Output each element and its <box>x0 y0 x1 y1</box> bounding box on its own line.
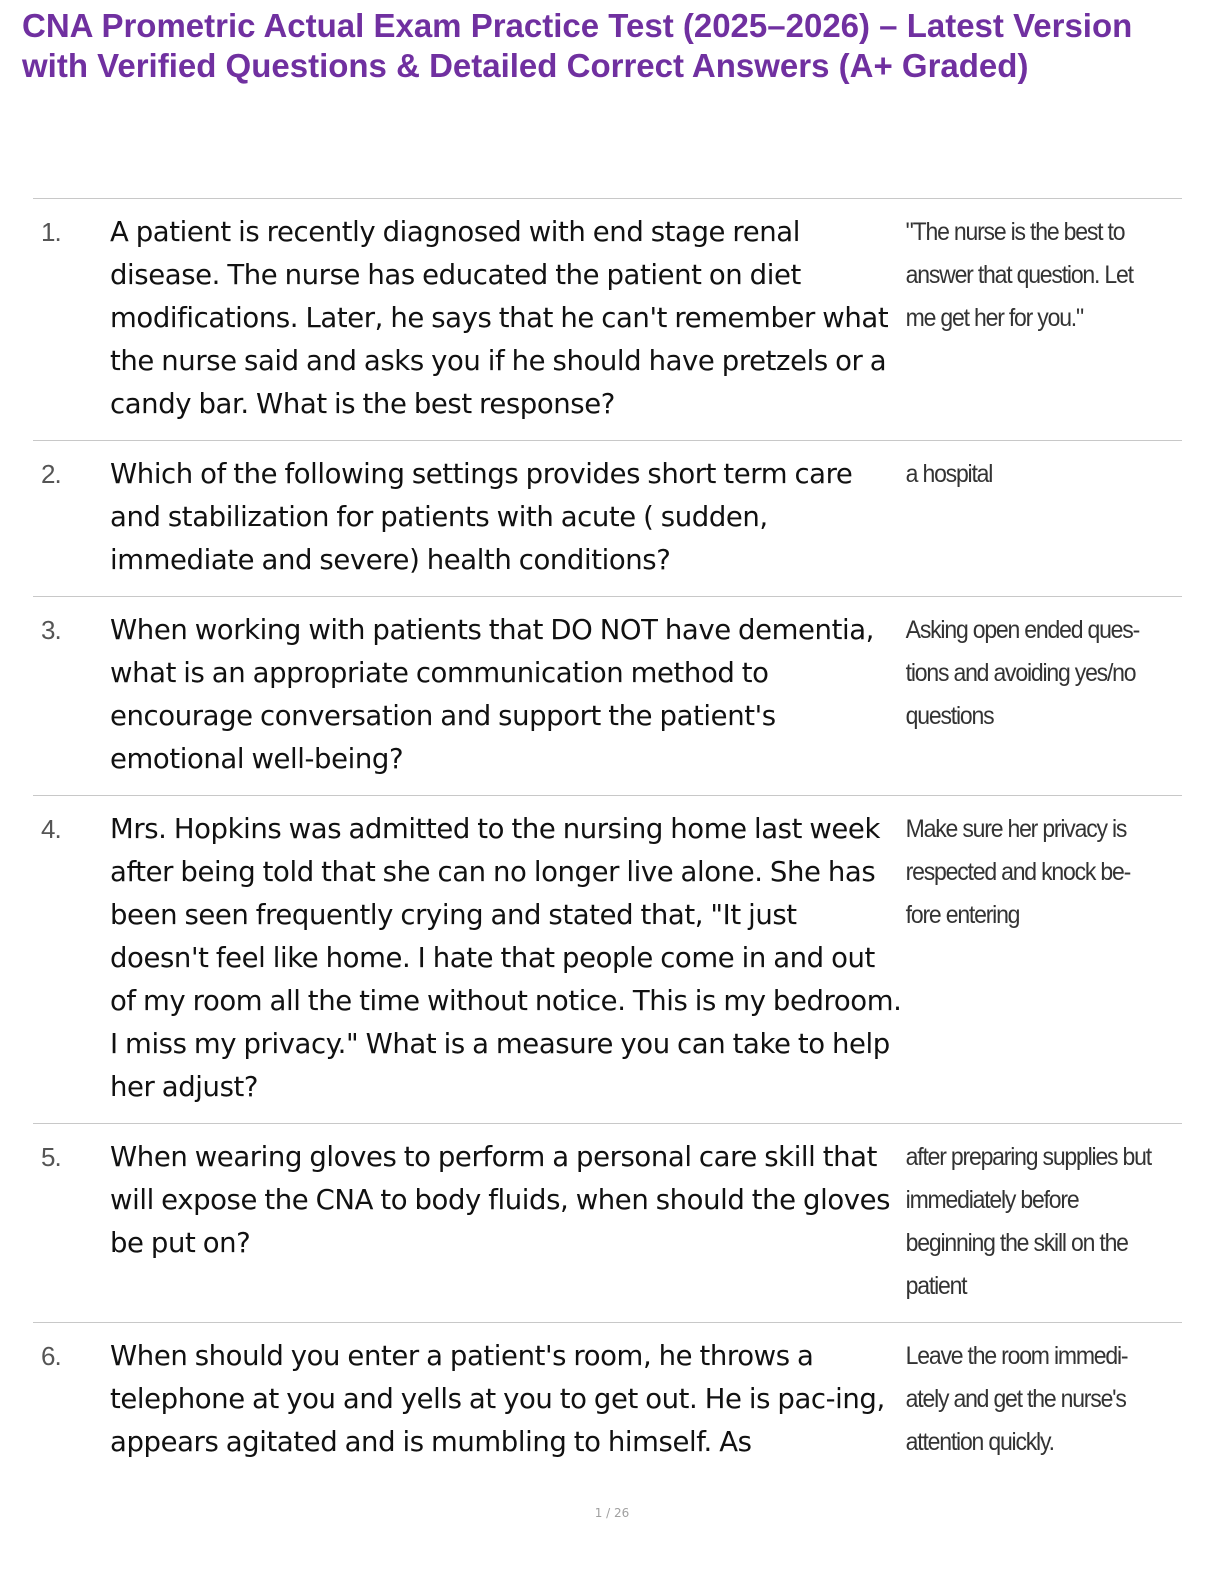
question-number: 6. <box>41 1341 61 1371</box>
question-text: When working with patients that DO NOT have dementia, what is an appropriate communication method to encourage conversation and support the patient's emotional well-being? <box>110 614 874 775</box>
answer-text: "The nurse is the best to answer that question. Let me get her for you." <box>905 218 1133 332</box>
question-row <box>33 1124 1182 1323</box>
question-row <box>33 441 1182 597</box>
question-number: 5. <box>41 1142 61 1172</box>
question-number: 1. <box>41 217 61 247</box>
question-text: When wearing gloves to perform a personal care skill that will expose the CNA to body fluids, when should the gloves be put on? <box>110 1141 891 1259</box>
question-row <box>33 796 1182 1124</box>
answer-text: Asking open ended ques-tions and avoiding yes/no questions <box>905 616 1140 730</box>
answer-text: a hospital <box>905 460 993 488</box>
answer-text: Leave the room immedi-ately and get the nurse's attention quickly. <box>905 1342 1128 1456</box>
question-answer-table <box>33 198 1182 1478</box>
question-text: Which of the following settings provides short term care and stabilization for patients with acute ( sudden, immediate and severe) health conditions? <box>110 458 853 576</box>
question-row <box>33 597 1182 796</box>
question-row <box>33 199 1182 441</box>
question-text: A patient is recently diagnosed with end stage renal disease. The nurse has educated the patient on diet modifications. Later, he says that he can't remember what the nurse said and asks you if he should have pretzels or a candy bar. What is the best response? <box>110 216 889 420</box>
page-number: 1 / 26 <box>594 1506 630 1520</box>
question-text: Mrs. Hopkins was admitted to the nursing home last week after being told that she can no longer live alone. She has been seen frequently crying and stated that, "It just doesn't feel like home. I hate that people come in and out of my room all the time without notice. This is my bedroom. I miss my privacy." What is a measure you can take to help her adjust? <box>110 813 902 1103</box>
document-title: CNA Prometric Actual Exam Practice Test (2025–2026) – Latest Version with Verified Questions & Detailed Correct Answers (A+ Graded) <box>22 7 1133 84</box>
question-number: 2. <box>41 459 61 489</box>
answer-text: Make sure her privacy is respected and knock be-fore entering <box>905 815 1131 929</box>
question-number: 3. <box>41 615 61 645</box>
question-text: When should you enter a patient's room, he throws a telephone at you and yells at you to get out. He is pac-ing, appears agitated and is mumbling to himself. As <box>110 1340 885 1458</box>
question-number: 4. <box>41 814 61 844</box>
answer-text: after preparing supplies but immediately before beginning the skill on the patient <box>905 1143 1151 1300</box>
question-row <box>33 1323 1182 1478</box>
